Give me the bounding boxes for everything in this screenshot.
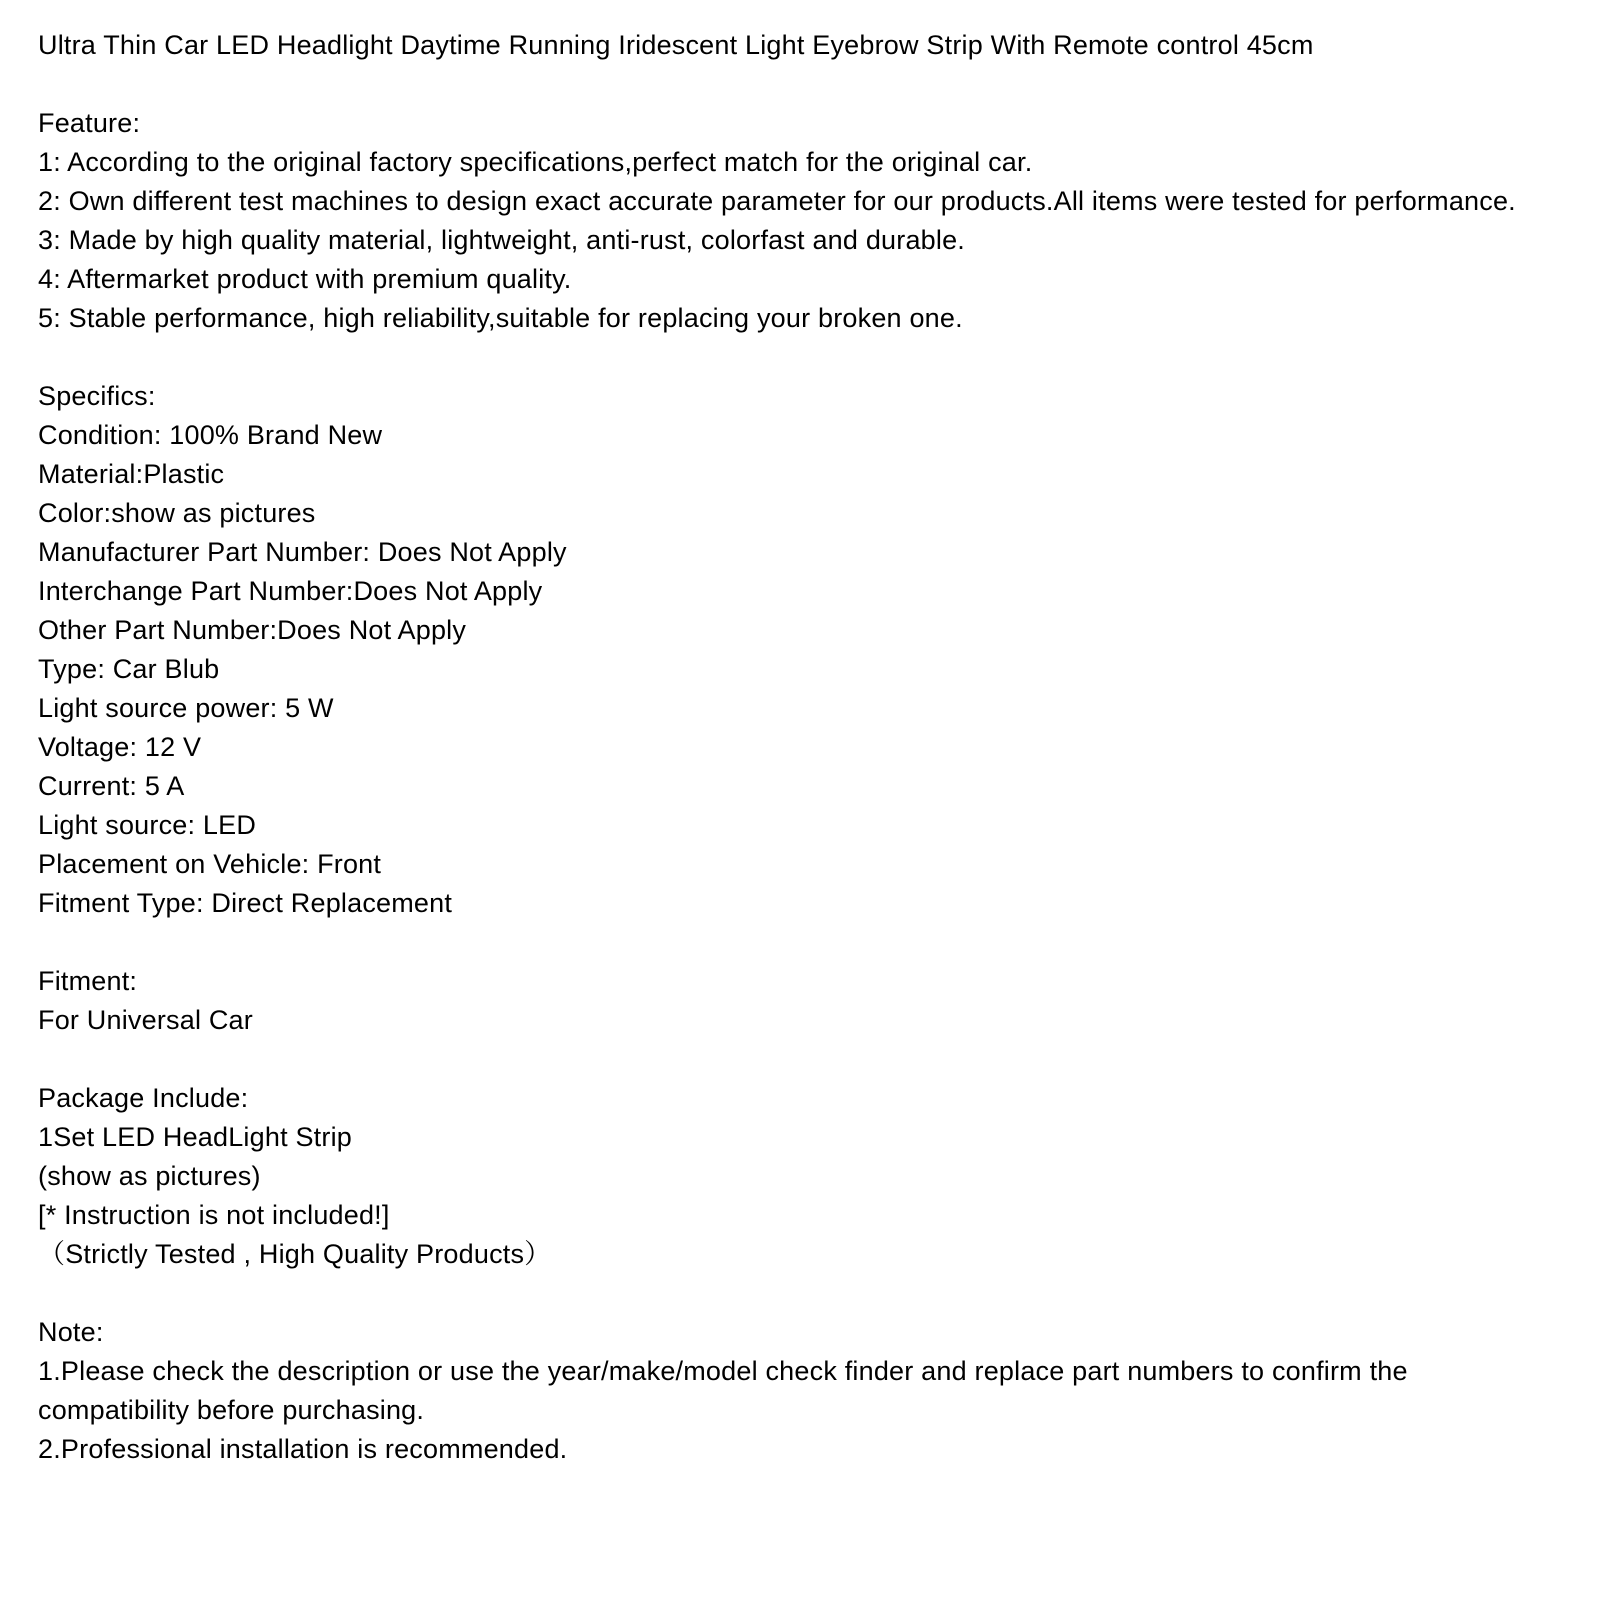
section-note xyxy=(38,1313,1562,1469)
text-line: Voltage: 12 V xyxy=(38,732,202,762)
section-specifics xyxy=(38,377,1562,923)
section-heading: Package Include: xyxy=(38,1083,249,1113)
text-line: Current: 5 A xyxy=(38,771,185,801)
text-line: Light source: LED xyxy=(38,810,257,840)
text-line: 2.Professional installation is recommended. xyxy=(38,1434,568,1464)
text-line: For Universal Car xyxy=(38,1005,253,1035)
text-line: 4: Aftermarket product with premium quality. xyxy=(38,264,572,294)
text-line: 1Set LED HeadLight Strip xyxy=(38,1122,352,1152)
text-line: （Strictly Tested , High Quality Products） xyxy=(38,1239,552,1269)
text-line: 5: Stable performance, high reliability,suitable for replacing your broken one. xyxy=(38,303,963,333)
text-line: 1: According to the original factory specifications,perfect match for the original car. xyxy=(38,147,1033,177)
section-heading: Note: xyxy=(38,1317,104,1347)
text-line: Other Part Number:Does Not Apply xyxy=(38,615,467,645)
text-line: [* Instruction is not included!] xyxy=(38,1200,390,1230)
text-line: Placement on Vehicle: Front xyxy=(38,849,382,879)
text-line: Manufacturer Part Number: Does Not Apply xyxy=(38,537,567,567)
text-line: Light source power: 5 W xyxy=(38,693,334,723)
section-heading: Specifics: xyxy=(38,381,156,411)
text-line: Fitment Type: Direct Replacement xyxy=(38,888,453,918)
section-fitment xyxy=(38,962,1562,1040)
text-line: Interchange Part Number:Does Not Apply xyxy=(38,576,543,606)
text-line: Type: Car Blub xyxy=(38,654,220,684)
section-heading: Fitment: xyxy=(38,966,138,996)
text-line: Condition: 100% Brand New xyxy=(38,420,383,450)
product-title: Ultra Thin Car LED Headlight Daytime Running Iridescent Light Eyebrow Strip With Remote control 45cm xyxy=(38,30,1314,60)
text-line: Material:Plastic xyxy=(38,459,225,489)
section-heading: Feature: xyxy=(38,108,141,138)
text-line: Color:show as pictures xyxy=(38,498,316,528)
section-feature xyxy=(38,104,1562,338)
sections-container xyxy=(38,104,1562,1469)
text-line: 2: Own different test machines to design exact accurate parameter for our products.All items were tested for performance. xyxy=(38,186,1516,216)
text-line: (show as pictures) xyxy=(38,1161,261,1191)
text-line: 1.Please check the description or use the year/make/model check finder and replace part numbers to confirm the compatibility before purchasing. xyxy=(38,1356,1408,1425)
section-package-include xyxy=(38,1079,1562,1274)
text-line: 3: Made by high quality material, lightweight, anti-rust, colorfast and durable. xyxy=(38,225,965,255)
